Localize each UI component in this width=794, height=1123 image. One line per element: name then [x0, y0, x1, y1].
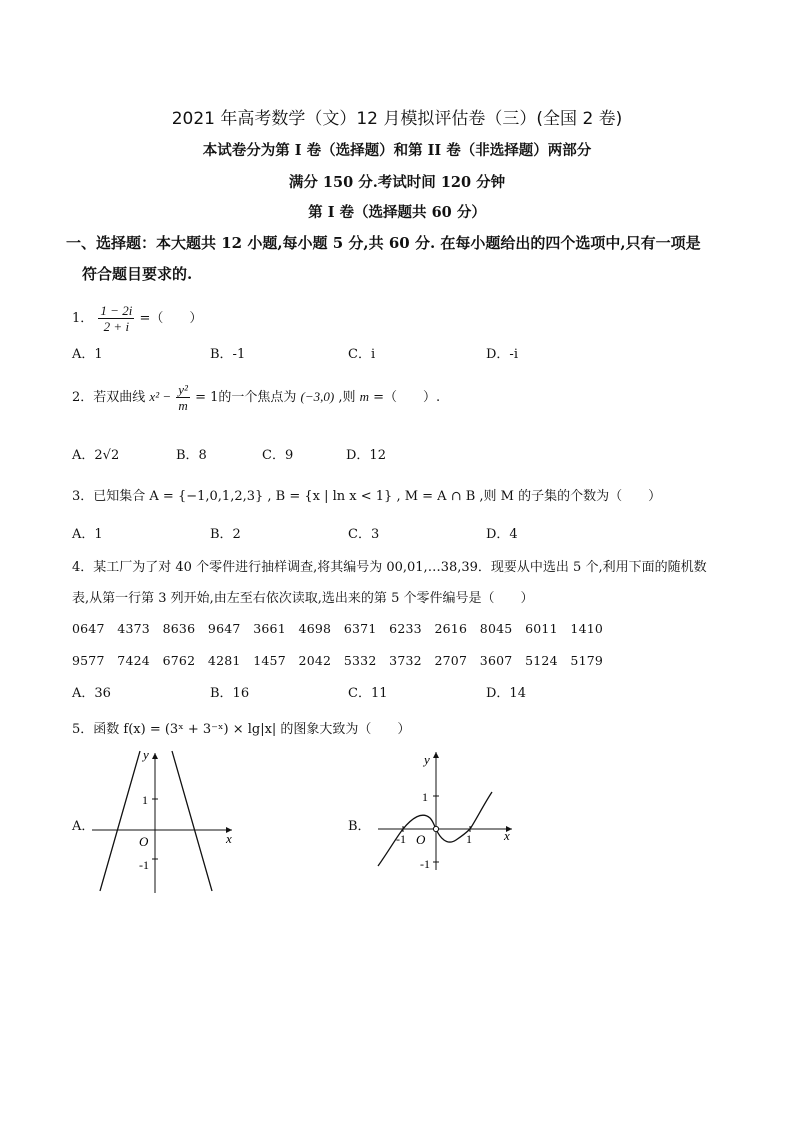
question-4-line2: 表,从第一行第 3 列开始,由左至右依次读取,选出来的第 5 个零件编号是（ ） [72, 591, 534, 606]
q3-option-c[interactable]: C．3 [348, 527, 380, 542]
question-2-then: ,则 [338, 390, 356, 405]
q3-option-a[interactable]: A．1 [72, 527, 103, 542]
graph-a-tick-1: 1 [142, 793, 148, 807]
q1-option-d[interactable]: D．-i [486, 347, 518, 362]
graph-a-y-label: y [143, 747, 149, 762]
graph-a-tick-neg1: -1 [139, 858, 149, 872]
graph-b-tick-xneg1: -1 [396, 832, 406, 846]
graph-b-open-point [433, 826, 438, 831]
graph-b-x-label: x [504, 828, 510, 843]
q2-option-c[interactable]: C．9 [262, 448, 294, 463]
random-table-row-1: 0647 4373 8636 9647 3661 4698 6371 6233 2616 8045 6011 1410 [72, 621, 604, 636]
question-2-equation-tail: = 1的一个焦点为 [195, 390, 297, 405]
question-2-m: m [359, 389, 370, 404]
question-2-point: (−3,0) [300, 389, 335, 404]
question-1-tail: =（ ） [139, 311, 203, 326]
random-table-row-2: 9577 7424 6762 4281 1457 2042 5332 3732 2707 3607 5124 5179 [72, 653, 604, 668]
q5-option-b[interactable]: B． [348, 819, 371, 834]
graph-a-left-branch [100, 751, 140, 891]
graph-b-tick-y1: 1 [422, 790, 428, 804]
question-2-tail: =（ ）. [373, 390, 441, 405]
q4-option-b[interactable]: B．16 [210, 686, 250, 701]
question-3: 3．已知集合 A = {−1,0,1,2,3} , B = {x | ln x < 1} , M = A ∩ B ,则 M 的子集的个数为（ ） [72, 489, 662, 504]
exam-subtitle-time: 满分 150 分.考试时间 120 分钟 [288, 174, 506, 191]
section-instructions-line2: 符合题目要求的. [82, 265, 193, 283]
question-1 [72, 303, 202, 334]
question-2-prefix: 2．若双曲线 [72, 390, 146, 405]
question-2-fraction [176, 382, 190, 413]
graph-a-right-branch [172, 751, 212, 891]
q2-option-b[interactable]: B．8 [176, 448, 207, 463]
q5-option-a[interactable]: A． [72, 819, 95, 834]
question-5: 5．函数 f(x) = (3ˣ + 3⁻ˣ) × lg|x| 的图象大致为（ ） [72, 722, 411, 737]
question-2-numerator: y² [178, 382, 188, 397]
q5-graph-a [92, 745, 252, 895]
graph-b-origin-label: O [416, 832, 426, 847]
graph-a-x-label: x [226, 831, 232, 846]
question-1-denominator: 2 + i [103, 319, 130, 334]
q3-option-d[interactable]: D．4 [486, 527, 518, 542]
q2-option-d[interactable]: D．12 [346, 448, 386, 463]
question-1-fraction [98, 303, 134, 334]
question-1-number: 1． [72, 311, 94, 326]
graph-a-origin-label: O [139, 834, 149, 849]
question-4-line1: 4．某工厂为了对 40 个零件进行抽样调查,将其编号为 00,01,…38,39．现要从中选出 5 个,利用下面的随机数 [72, 560, 707, 575]
section-one-heading: 第 I 卷（选择题共 60 分） [308, 204, 486, 221]
graph-b-tick-x1: 1 [466, 832, 472, 846]
q1-option-b[interactable]: B．-1 [210, 347, 246, 362]
graph-b-y-label: y [424, 752, 430, 767]
q3-option-b[interactable]: B．2 [210, 527, 241, 542]
q1-option-c[interactable]: C．i [348, 347, 376, 362]
exam-subtitle-parts: 本试卷分为第 I 卷（选择题）和第 II 卷（非选择题）两部分 [202, 142, 592, 159]
section-instructions-line1: 一、选择题：本大题共 12 小题,每小题 5 分,共 60 分. 在每小题给出的四个选项中,只有一项是 [66, 234, 701, 252]
exam-title: 2021 年高考数学（文）12 月模拟评估卷（三）(全国 2 卷) [171, 109, 623, 129]
question-2-denominator: m [178, 398, 188, 413]
question-2-x-squared: x² − [149, 389, 172, 404]
q2-option-a[interactable]: A．2√2 [72, 448, 120, 463]
q4-option-a[interactable]: A．36 [72, 686, 111, 701]
question-2 [72, 382, 440, 413]
graph-b-tick-yneg1: -1 [420, 857, 430, 871]
q5-graph-b [370, 748, 520, 873]
q1-option-a[interactable]: A．1 [72, 347, 103, 362]
q4-option-c[interactable]: C．11 [348, 686, 388, 701]
question-1-numerator: 1 − 2i [100, 303, 133, 318]
q4-option-d[interactable]: D．14 [486, 686, 526, 701]
